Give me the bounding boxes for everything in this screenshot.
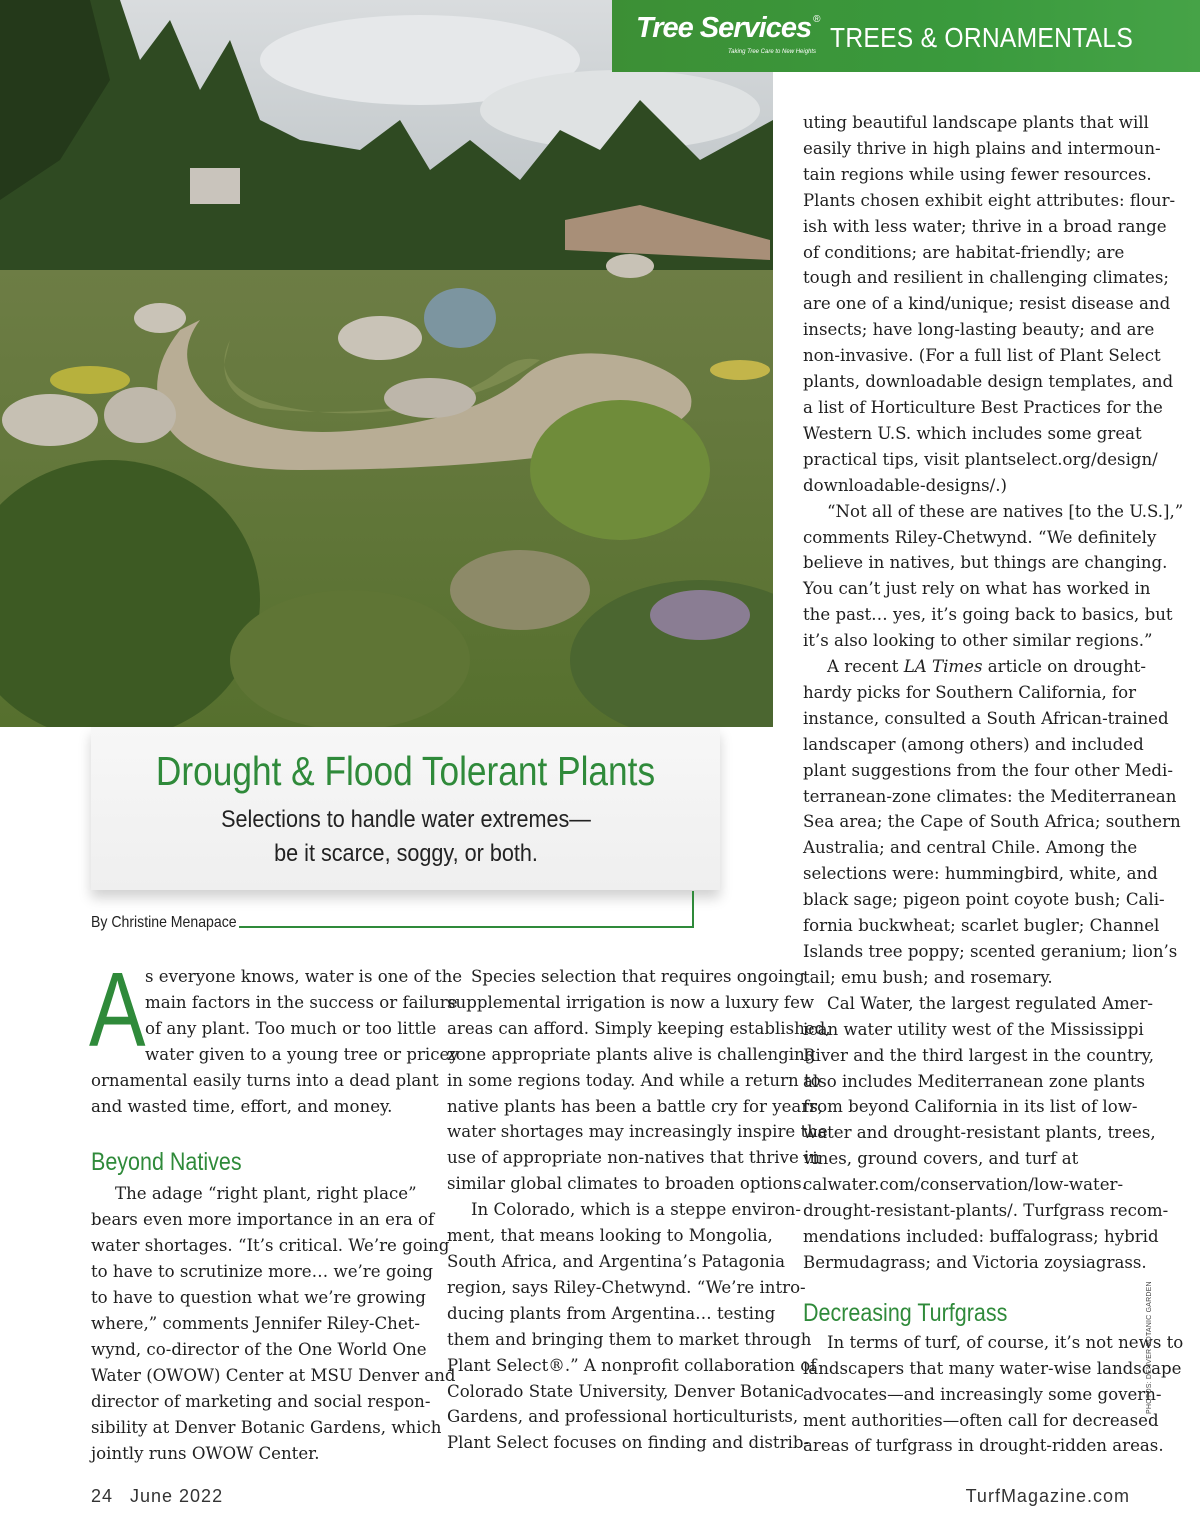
brand-logo (636, 12, 821, 55)
issue-date: June 2022 (130, 1486, 224, 1506)
text-line: ish with less water; thrive in a broad range (803, 216, 1167, 236)
text-line: areas can afford. Simply keeping established, (447, 1018, 831, 1038)
text-line: from beyond California in its list of low- (803, 1097, 1138, 1117)
text-line (803, 654, 1147, 680)
paragraph (447, 964, 831, 1197)
deck-line: Selections to handle water extremes— (220, 806, 591, 833)
deck-line: be it scarce, soggy, or both. (273, 840, 538, 867)
text-line: supplemental irrigation is now a luxury few (447, 992, 815, 1012)
text-line: mendations included: buffalograss; hybrid (803, 1226, 1159, 1246)
text-line: sibility at Denver Botanic Gardens, which (91, 1417, 442, 1437)
lead-paragraph (89, 951, 463, 1119)
text-line: Gardens, and professional horticulturists, (447, 1407, 799, 1427)
text-line: terranean-zone climates: the Mediterranean (803, 786, 1177, 806)
text-line: The adage “right plant, right place” (115, 1184, 417, 1204)
text-line: In Colorado, which is a steppe environ- (471, 1200, 801, 1220)
photo-credit: PHOTOS: DENVER BOTANIC GARDEN (1146, 1281, 1153, 1414)
article-title: Drought & Flood Tolerant Plants (155, 748, 656, 794)
text-line: Plant Select focuses on finding and distrib- (447, 1433, 810, 1453)
subhead-beyond-natives: Beyond Natives (91, 1148, 242, 1177)
hero-photo (0, 0, 773, 727)
text-line: are one of a kind/unique; resist disease and (803, 294, 1171, 314)
text-line: Colorado State University, Denver Botanic (447, 1381, 804, 1401)
garden-photo-icon (0, 0, 773, 727)
text-line: and wasted time, effort, and money. (91, 1096, 393, 1116)
paragraph (803, 991, 1169, 1276)
text-line: to have to scrutinize more… we’re going (91, 1262, 434, 1282)
text-line: Water (OWOW) Center at MSU Denver and (91, 1365, 456, 1385)
text-line: ican water utility west of the Mississippi (803, 1019, 1144, 1039)
text-fragment: article on drought- (982, 657, 1147, 677)
text-line: calwater.com/conservation/low-water- (803, 1175, 1124, 1195)
text-line: water given to a young tree or pricey (145, 1044, 459, 1064)
paragraph (803, 110, 1176, 499)
text-line: Plants chosen exhibit eight attributes: flour- (803, 190, 1176, 210)
text-line: of conditions; are habitat-friendly; are (803, 242, 1125, 262)
text-line: easily thrive in high plains and intermoun- (803, 138, 1161, 158)
text-line: Species selection that requires ongoing (471, 967, 805, 986)
text-line: ment authorities—often call for decreased (803, 1410, 1159, 1430)
text-line: practical tips, visit plantselect.org/design/ (803, 449, 1158, 469)
title-rule-horizontal (239, 926, 694, 928)
text-line: River and the third largest in the country, (803, 1045, 1155, 1065)
text-line: also includes Mediterranean zone plants (803, 1071, 1146, 1091)
text-line: water and drought-resistant plants, trees, (803, 1123, 1156, 1143)
text-line: ment, that means looking to Mongolia, (447, 1226, 773, 1246)
text-line: vines, ground covers, and turf at (803, 1149, 1079, 1169)
brand-tagline: Taking Tree Care to New Heights (728, 49, 817, 55)
column-2 (447, 964, 831, 1456)
text-line: non-invasive. (For a full list of Plant Select (803, 346, 1161, 366)
text-line: hardy picks for Southern California, for (803, 682, 1137, 702)
text-line: a list of Horticulture Best Practices for the (803, 397, 1163, 417)
text-line: South Africa, and Argentina’s Patagonia (447, 1251, 786, 1271)
text-line: plants, downloadable design templates, and (803, 372, 1174, 392)
text-line: jointly runs OWOW Center. (91, 1443, 320, 1463)
title-rule-vertical (692, 891, 694, 927)
text-line: Sea area; the Cape of South Africa; southern (803, 812, 1181, 832)
text-line: drought-resistant-plants/. Turfgrass recom- (803, 1201, 1169, 1221)
text-line: plant suggestions from the four other Medi- (803, 760, 1173, 780)
text-line: uting beautiful landscape plants that will (803, 113, 1149, 132)
text-line: ducing plants from Argentina… testing (447, 1303, 776, 1323)
brand-name: Tree Services (636, 12, 812, 44)
text-line: where,” comments Jennifer Riley-Chet- (91, 1313, 420, 1333)
text-line: comments Riley-Chetwynd. “We definitely (803, 527, 1157, 547)
text-line: landscapers that many water-wise landscape (803, 1358, 1182, 1378)
text-line: Islands tree poppy; scented geranium; lion’s (803, 942, 1178, 961)
text-line: ornamental easily turns into a dead plant (91, 1070, 439, 1090)
text-line: water shortages. “It’s critical. We’re going (91, 1236, 450, 1256)
text-line: Australia; and central Chile. Among the (803, 838, 1138, 858)
text-line: s everyone knows, water is one of the (145, 967, 463, 986)
text-line: wynd, co-director of the One World One (91, 1339, 427, 1359)
text-line: areas of turfgrass in drought-ridden areas. (803, 1436, 1164, 1456)
text-line: Plant Select®.” A nonprofit collaboration of (447, 1355, 817, 1375)
subhead-decreasing-turfgrass: Decreasing Turfgrass (803, 1298, 1008, 1327)
text-line: the past… yes, it’s going back to basics, but (803, 605, 1173, 625)
text-line: similar global climates to broaden options. (447, 1174, 807, 1194)
text-line: instance, consulted a South African-trained (803, 708, 1169, 728)
text-line: advocates—and increasingly some govern- (803, 1384, 1162, 1404)
publication-name: LA Times (903, 657, 983, 677)
paragraph (91, 1181, 456, 1466)
text-line: tain regions while using fewer resources. (803, 164, 1152, 184)
text-line: Bermudagrass; and Victoria zoysiagrass. (803, 1252, 1147, 1272)
text-line: zone appropriate plants alive is challenging (447, 1044, 816, 1064)
text-line: them and bringing them to market through (447, 1329, 812, 1349)
text-line: black sage; pigeon point coyote bush; Cali- (803, 890, 1165, 910)
paragraph (447, 1197, 817, 1456)
text-line: fornia buckwheat; scarlet bugler; Channel (803, 916, 1160, 936)
text-line: of any plant. Too much or too little (145, 1018, 437, 1038)
text-line: tough and resilient in challenging climates; (803, 268, 1169, 288)
drop-cap: A (89, 951, 146, 1069)
text-line: Cal Water, the largest regulated Amer- (827, 993, 1154, 1013)
column-1 (89, 951, 463, 1466)
text-line: use of appropriate non-natives that thrive in (447, 1148, 821, 1168)
text-line: In terms of turf, of course, it’s not news to (827, 1332, 1184, 1352)
text-line: native plants has been a battle cry for years, (447, 1096, 824, 1116)
section-header-band (612, 0, 1200, 72)
paragraph (803, 654, 1181, 991)
text-fragment: A recent (827, 657, 904, 677)
text-line: believe in natives, but things are changing. (803, 553, 1168, 573)
text-line: region, says Riley-Chetwynd. “We’re intro- (447, 1277, 806, 1297)
text-line: in some regions today. And while a return to (447, 1070, 821, 1090)
text-line: landscaper (among others) and included (803, 734, 1144, 754)
text-line: selections were: hummingbird, white, and (803, 864, 1158, 884)
site-url: TurfMagazine.com (965, 1486, 1130, 1506)
text-line: to have to question what we’re growing (91, 1288, 426, 1308)
section-label: TREES & ORNAMENTALS (830, 22, 1134, 53)
text-line: main factors in the success or failure (145, 992, 458, 1012)
text-line: director of marketing and social respon- (91, 1391, 431, 1411)
text-line: water shortages may increasingly inspire the (447, 1122, 828, 1142)
text-line: it’s also looking to other similar regions.” (803, 631, 1153, 651)
byline: By Christine Menapace (91, 914, 237, 931)
text-line: Western U.S. which includes some great (803, 423, 1142, 443)
text-line: tail; emu bush; and rosemary. (803, 967, 1053, 987)
title-box (91, 727, 720, 890)
text-line: bears even more importance in an era of (91, 1210, 435, 1230)
text-line: insects; have long-lasting beauty; and are (803, 320, 1155, 340)
page-number: 24 (91, 1486, 114, 1506)
paragraph (803, 499, 1184, 654)
text-line: downloadable-designs/.) (803, 475, 1007, 495)
brand-registered-mark: ® (813, 14, 821, 25)
article-deck (181, 803, 631, 871)
text-line: “Not all of these are natives [to the U.S.],” (827, 501, 1184, 521)
text-line: You can’t just rely on what has worked in (803, 579, 1151, 599)
